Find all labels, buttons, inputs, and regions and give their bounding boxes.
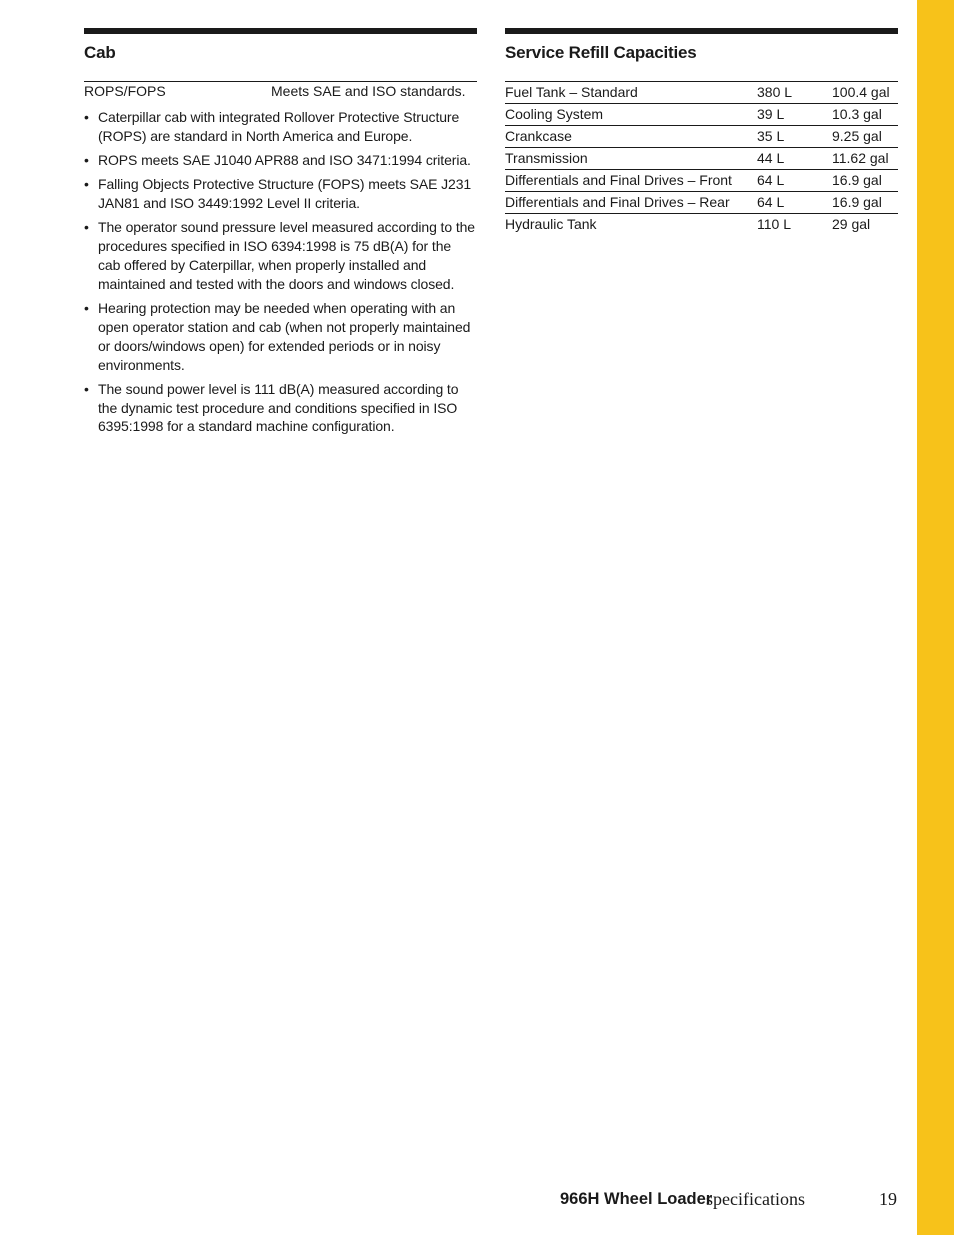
bullet-icon: • [84,109,89,125]
cab-heading-rule [84,28,477,34]
capacity-name: Differentials and Final Drives – Rear [505,194,730,210]
capacity-name: Hydraulic Tank [505,216,597,232]
bullet-icon: • [84,176,89,193]
bullet-icon: • [84,152,89,169]
bullet-icon: • [84,300,89,317]
capacity-us: 11.62 gal [832,150,889,166]
footer-model-name: 966H Wheel Loader [560,1190,713,1208]
capacities-table [505,81,898,235]
service-heading: Service Refill Capacities [505,43,697,62]
table-row [505,104,898,126]
cab-bullet-text: Falling Objects Protective Structure (FOPS) meets SAE J231 JAN81 and ISO 3449:1992 Level II criteria. [98,176,472,212]
capacity-metric: 64 L [757,172,785,188]
cab-bullet-text: The operator sound pressure level measured according to the procedures specified in ISO 6394:1998 is 75 dB(A) for the cab offered by Caterpillar, when properly installed and maintained and tested with the doors and windows closed. [98,219,475,292]
cab-bullet-item [84,151,477,170]
capacity-us: 100.4 gal [832,84,890,100]
cab-bullet-item [84,108,477,146]
cab-bullet-text: Caterpillar cab with integrated Rollover Protective Structure (ROPS) are standard in North America and Europe. [98,109,460,144]
table-row [505,192,898,214]
capacity-us: 16.9 gal [832,172,882,188]
cab-heading: Cab [84,43,116,62]
table-row [505,82,898,104]
capacity-name: Transmission [505,150,588,166]
capacity-name: Cooling System [505,106,604,122]
page-footer [560,1187,900,1211]
bullet-icon: • [84,219,89,236]
service-refill-section [505,28,898,235]
table-row [505,126,898,148]
capacity-us: 29 gal [832,216,871,232]
capacity-us: 16.9 gal [832,194,882,210]
yellow-side-bar [917,0,954,1235]
cab-bullet-item [84,299,477,374]
cab-bullet-item [84,380,477,436]
capacity-name: Crankcase [505,128,572,144]
capacity-metric: 380 L [757,84,793,100]
capacity-metric: 35 L [757,128,785,144]
rops-fops-label: ROPS/FOPS [84,83,166,99]
cab-bullet-list [84,108,477,436]
capacity-metric: 64 L [757,194,785,210]
cab-bullet-item [84,175,477,213]
capacity-us: 9.25 gal [832,128,882,144]
capacity-name: Differentials and Final Drives – Front [505,172,732,188]
footer-label: specifications [706,1189,805,1209]
rops-fops-row [84,81,477,101]
cab-bullet-text: The sound power level is 111 dB(A) measured according to the dynamic test procedure and conditions specified in ISO 6395:1998 for a standard machine configuration. [98,380,459,435]
cab-bullet-text: Hearing protection may be needed when operating with an open operator station and cab (when not properly maintained or doors/windows open) for extended periods or in noisy environments. [98,300,471,373]
cab-section [84,28,477,442]
capacity-us: 10.3 gal [832,106,882,122]
capacity-metric: 110 L [757,216,791,232]
rops-fops-value: Meets SAE and ISO standards. [271,83,466,99]
capacity-name: Fuel Tank – Standard [505,84,638,100]
capacity-metric: 39 L [757,106,785,122]
cab-bullet-text: ROPS meets SAE J1040 APR88 and ISO 3471:1994 criteria. [98,152,471,169]
table-row [505,170,898,192]
page-number: 19 [879,1189,897,1209]
bullet-icon: • [84,380,89,397]
table-row [505,148,898,170]
cab-bullet-item [84,218,477,293]
service-heading-rule [505,28,898,34]
capacity-metric: 44 L [757,150,785,166]
table-row [505,214,898,236]
